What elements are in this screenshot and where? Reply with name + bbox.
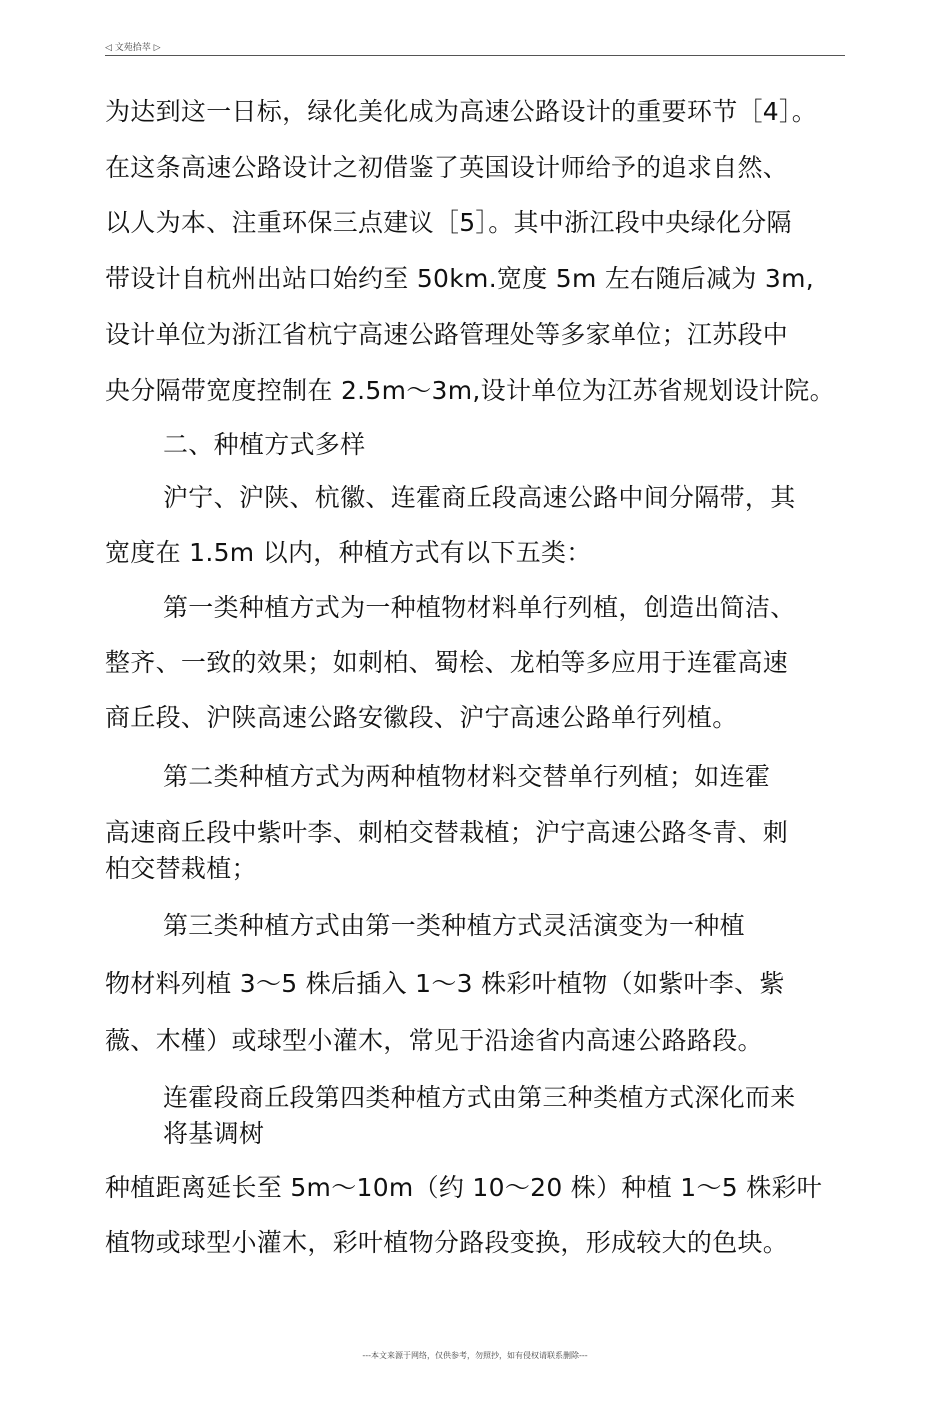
text-line: 薇、木槿）或球型小灌木，常见于沿途省内高速公路路段。 bbox=[105, 1026, 763, 1055]
page-header: ◁ 文苑拾萃 ▷ bbox=[105, 43, 161, 53]
section-heading: 二、种植方式多样 bbox=[163, 430, 366, 459]
text-line: 物材料列植 3〜5 株后插入 1〜3 株彩叶植物（如紫叶李、紫 bbox=[105, 969, 785, 998]
text-line: 设计单位为浙江省杭宁高速公路管理处等多家单位；江苏段中 bbox=[105, 320, 789, 349]
text-line: 柏交替栽植； bbox=[105, 854, 257, 883]
text-line: 在这条高速公路设计之初借鉴了英国设计师给予的追求自然、 bbox=[105, 153, 789, 182]
text-line: 高速商丘段中紫叶李、刺柏交替栽植；沪宁高速公路冬青、刺 bbox=[105, 818, 789, 847]
text-line: 种植距离延长至 5m〜10m（约 10〜20 株）种植 1〜5 株彩叶 bbox=[105, 1173, 823, 1202]
text-line: 植物或球型小灌木，彩叶植物分路段变换，形成较大的色块。 bbox=[105, 1228, 789, 1257]
text-line: 第一类种植方式为一种植物材料单行列植，创造出简洁、 bbox=[163, 593, 796, 622]
text-line: 第二类种植方式为两种植物材料交替单行列植；如连霍 bbox=[163, 762, 771, 791]
text-line: 宽度在 1.5m 以内，种植方式有以下五类： bbox=[105, 538, 592, 567]
text-line: 带设计自杭州出站口始约至 50km.宽度 5m 左右随后减为 3m, bbox=[105, 264, 815, 293]
text-line: 沪宁、沪陕、杭徽、连霍商丘段高速公路中间分隔带，其 bbox=[163, 483, 796, 512]
text-line: 第三类种植方式由第一类种植方式灵活演变为一种植 bbox=[163, 911, 745, 940]
text-line: 将基调树 bbox=[163, 1119, 265, 1148]
header-divider bbox=[105, 55, 845, 56]
text-line: 连霍段商丘段第四类种植方式由第三种类植方式深化而来 bbox=[163, 1083, 796, 1112]
page-footer: ---本文来源于网络，仅供参考，勿照抄，如有侵权请联系删除--- bbox=[362, 1351, 588, 1360]
text-line: 以人为本、注重环保三点建议［5］。其中浙江段中央绿化分隔 bbox=[105, 208, 792, 237]
text-line: 商丘段、沪陕高速公路安徽段、沪宁高速公路单行列植。 bbox=[105, 703, 738, 732]
text-line: 央分隔带宽度控制在 2.5m〜3m,设计单位为江苏省规划设计院。 bbox=[105, 376, 835, 405]
text-line: 为达到这一日标，绿化美化成为高速公路设计的重要环节［4］。 bbox=[105, 97, 818, 126]
text-line: 整齐、一致的效果；如刺柏、蜀桧、龙柏等多应用于连霍高速 bbox=[105, 648, 789, 677]
